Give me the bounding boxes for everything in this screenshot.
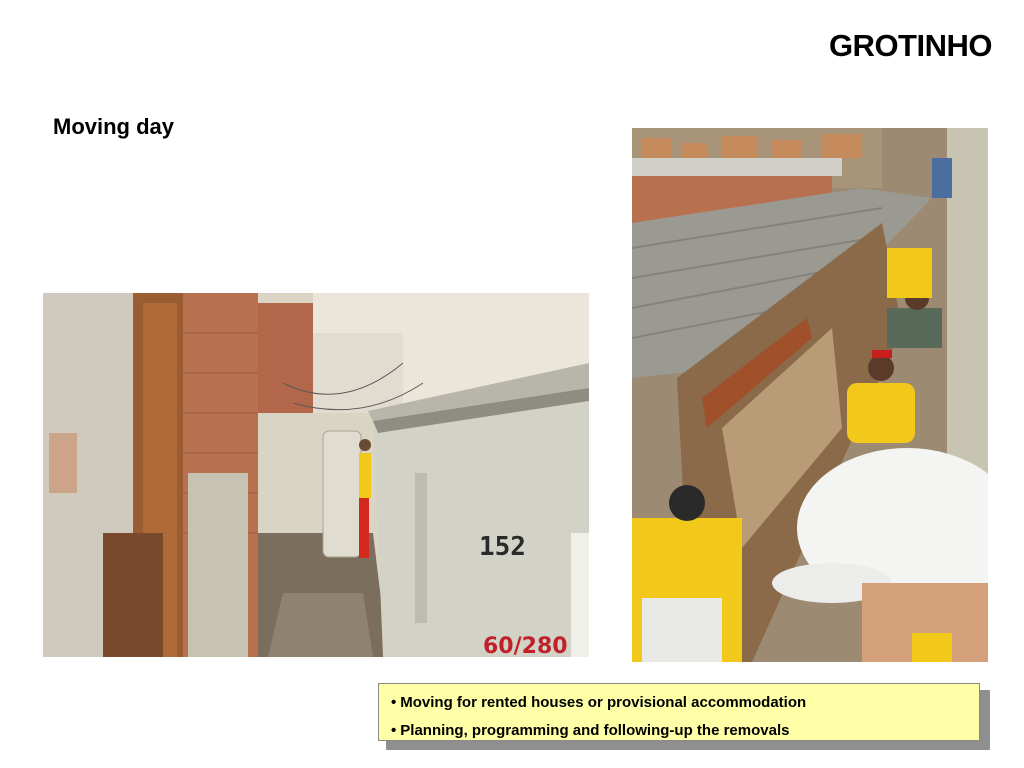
section-heading: Moving day: [53, 114, 175, 139]
alley-photo-drawing: [43, 293, 589, 657]
note-item: [391, 717, 967, 745]
notes-callout: [378, 683, 980, 741]
passage-photo-drawing: [632, 128, 988, 662]
bullet-icon: •: [391, 722, 397, 739]
painted-house-number: 152: [479, 532, 526, 562]
passage-photo: [632, 128, 988, 662]
note-item: [391, 689, 967, 717]
note-text: Moving for rented houses or provisional accommodation: [400, 694, 807, 711]
painted-red-marking: 60/280: [483, 634, 568, 657]
alley-photo: [43, 293, 589, 657]
note-text: Planning, programming and following-up the removals: [400, 722, 790, 739]
slide-title: GROTINHO: [828, 28, 992, 63]
bullet-icon: •: [391, 694, 397, 711]
